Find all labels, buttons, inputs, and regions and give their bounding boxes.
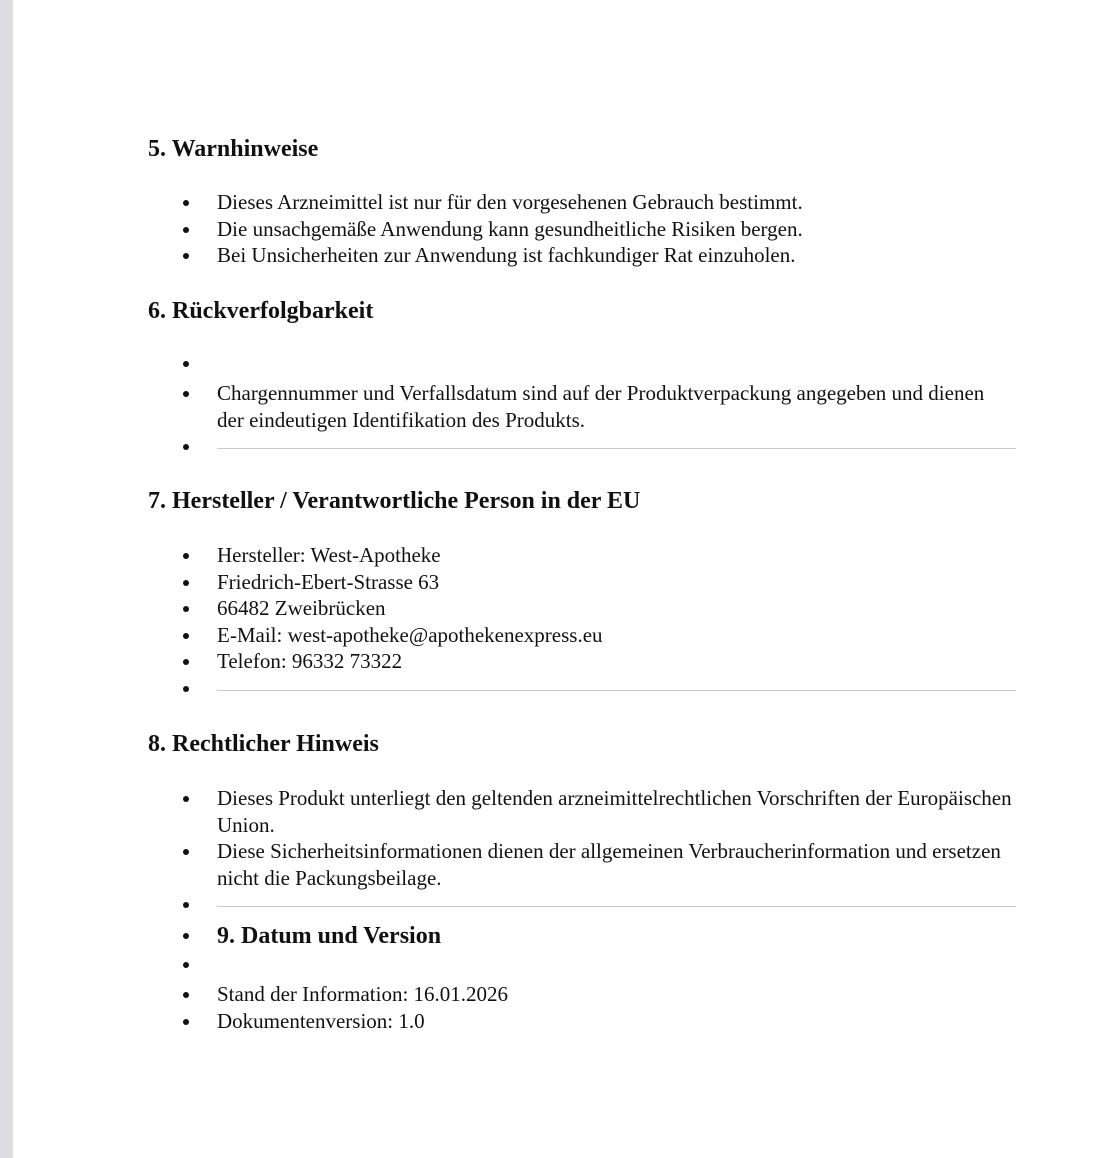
document-page xyxy=(13,0,1106,1158)
list-item: Telefon: 96332 73322 xyxy=(148,648,1016,675)
list-item: Dokumentenversion: 1.0 xyxy=(148,1008,1016,1035)
list-item: Bei Unsicherheiten zur Anwendung ist fachkundiger Rat einzuholen. xyxy=(148,242,1016,269)
list-hersteller xyxy=(148,542,1016,705)
list-item: Stand der Information: 16.01.2026 xyxy=(148,981,1016,1008)
list-rueckverfolgbarkeit xyxy=(148,350,1016,463)
horizontal-rule xyxy=(148,891,1016,921)
list-rechtlicher-hinweis xyxy=(148,785,1016,1034)
list-warnhinweise xyxy=(148,189,1016,269)
list-item: E-Mail: west-apotheke@apothekenexpress.eu xyxy=(148,622,1016,649)
list-item: Dieses Arzneimittel ist nur für den vorgesehenen Gebrauch bestimmt. xyxy=(148,189,1016,216)
window-edge xyxy=(0,0,13,1158)
list-item: 66482 Zweibrücken xyxy=(148,595,1016,622)
horizontal-rule xyxy=(148,675,1016,705)
list-item: Diese Sicherheitsinformationen dienen der allgemeinen Verbraucherinformation und ersetzen nicht die Packungsbeilage. xyxy=(148,838,1016,891)
list-item: Friedrich-Ebert-Strasse 63 xyxy=(148,569,1016,596)
list-item: Die unsachgemäße Anwendung kann gesundheitliche Risiken bergen. xyxy=(148,216,1016,243)
list-item: Hersteller: West-Apotheke xyxy=(148,542,1016,569)
list-item: Dieses Produkt unterliegt den geltenden arzneimittelrechtlichen Vorschriften der Europäischen Union. xyxy=(148,785,1016,838)
heading-rueckverfolgbarkeit: 6. Rückverfolgbarkeit xyxy=(148,298,374,324)
heading-hersteller: 7. Hersteller / Verantwortliche Person in der EU xyxy=(148,488,641,514)
heading-datum-version: 9. Datum und Version xyxy=(148,921,1016,951)
horizontal-rule xyxy=(148,433,1016,463)
heading-warnhinweise: 5. Warnhinweise xyxy=(148,136,319,162)
empty-list-item xyxy=(148,350,1016,380)
list-item: Chargennummer und Verfallsdatum sind auf der Produktverpackung angegeben und dienen der eindeutigen Identifikation des Produkts. xyxy=(148,380,1016,433)
heading-rechtlicher-hinweis: 8. Rechtlicher Hinweis xyxy=(148,731,379,757)
empty-list-item xyxy=(148,951,1016,981)
